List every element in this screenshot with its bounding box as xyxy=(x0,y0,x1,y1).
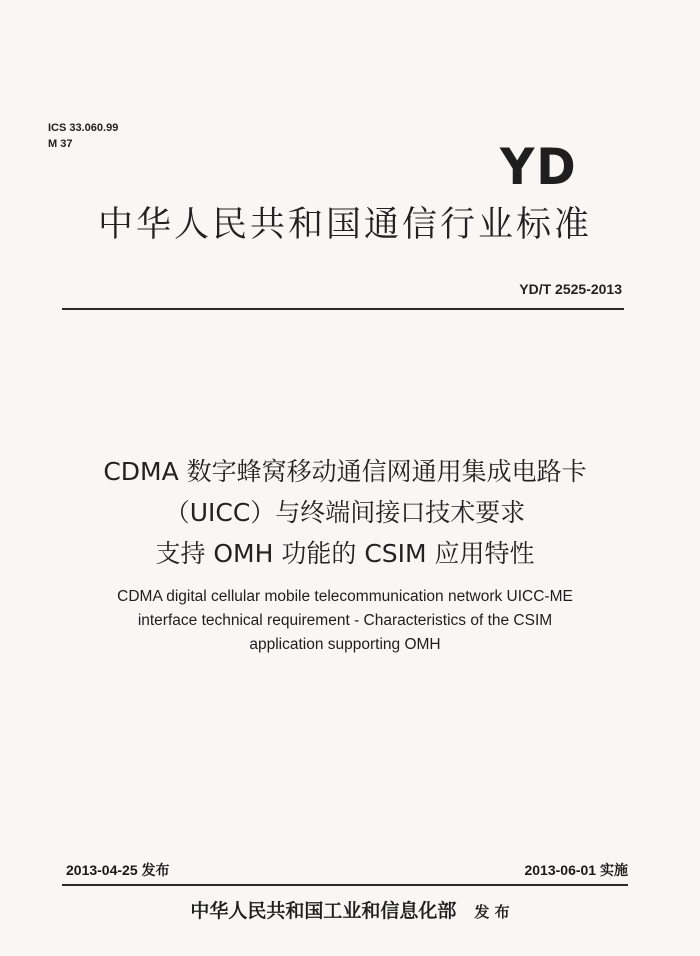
ccs-code: M 37 xyxy=(48,138,73,150)
standard-category-title: 中华人民共和国通信行业标准 xyxy=(97,205,592,245)
yd-logo: YD xyxy=(500,138,578,196)
issue-date: 2013-04-25 发布 xyxy=(66,862,170,878)
publisher-line xyxy=(0,898,700,925)
english-title-line-3: application supporting OMH xyxy=(249,636,441,653)
chinese-title-line-2: （UICC）与终端间接口技术要求 xyxy=(164,498,526,527)
english-title-line-2: interface technical requirement - Characteristics of the CSIM xyxy=(137,612,553,629)
chinese-title-line-3: 支持 OMH 功能的 CSIM 应用特性 xyxy=(155,539,535,568)
bottom-divider xyxy=(62,884,628,886)
english-title xyxy=(0,585,690,657)
top-divider xyxy=(62,308,624,310)
english-title-line-1: CDMA digital cellular mobile telecommunication network UICC-ME xyxy=(117,588,573,605)
chinese-title xyxy=(0,451,690,574)
standard-number: YD/T 2525-2013 xyxy=(519,281,622,297)
ics-code: ICS 33.060.99 xyxy=(48,122,119,134)
publisher-suffix: 发 布 xyxy=(474,903,510,921)
classification-codes xyxy=(48,120,118,152)
publisher-name: 中华人民共和国工业和信息化部 xyxy=(190,900,457,922)
chinese-title-line-1: CDMA 数字蜂窝移动通信网通用集成电路卡 xyxy=(103,457,587,486)
implementation-date: 2013-06-01 实施 xyxy=(524,862,628,878)
